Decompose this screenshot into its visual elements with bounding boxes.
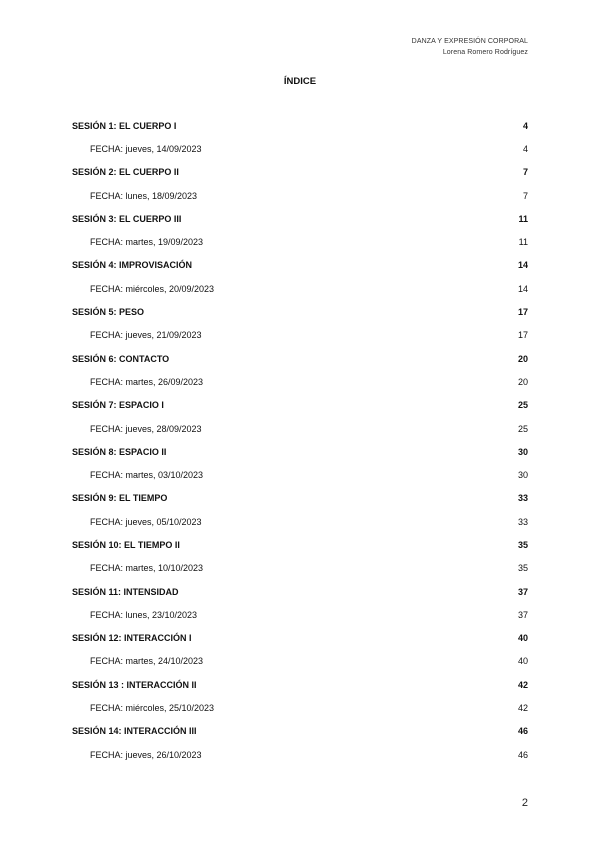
toc-session-entry[interactable] [72,533,528,556]
toc-session-entry[interactable] [72,114,528,137]
toc-session-entry[interactable] [72,720,528,743]
page-title: ÍNDICE [283,76,317,87]
toc-session-page: 4 [522,120,528,131]
toc-date-page: 30 [517,470,528,481]
toc-session-page: 11 [518,213,528,224]
toc-date-entry[interactable] [72,370,528,393]
toc-session-entry[interactable] [72,440,528,463]
toc-date-entry[interactable] [72,324,528,347]
toc-date-page: 46 [517,749,528,760]
toc-session-title: SESIÓN 8: ESPACIO II [72,446,167,457]
toc-date-entry[interactable] [72,277,528,300]
toc-session-page: 35 [517,539,528,550]
toc-session-page: 20 [517,353,528,364]
header-author: Lorena Romero Rodríguez [442,49,528,56]
toc-date-text: FECHA: martes, 10/10/2023 [90,563,204,574]
toc-session-page: 33 [517,493,528,504]
page-number: 2 [521,797,528,809]
toc-session-entry[interactable] [72,580,528,603]
toc-date-entry[interactable] [72,603,528,626]
toc-date-text: FECHA: jueves, 14/09/2023 [90,143,202,154]
toc-session-entry[interactable] [72,254,528,277]
toc-session-entry[interactable] [72,627,528,650]
toc-session-entry[interactable] [72,207,528,230]
toc-session-entry[interactable] [72,161,528,184]
toc-date-entry[interactable] [72,184,528,207]
toc-session-page: 46 [517,726,528,737]
toc-date-page: 25 [517,423,528,434]
running-header [412,36,528,58]
toc-date-text: FECHA: martes, 03/10/2023 [90,470,204,481]
toc-session-entry[interactable] [72,300,528,323]
toc-date-page: 33 [517,516,528,527]
toc-session-page: 37 [517,586,528,597]
table-of-contents [72,114,528,766]
toc-date-entry[interactable] [72,743,528,766]
toc-date-text: FECHA: jueves, 21/09/2023 [90,330,202,341]
toc-date-text: FECHA: miércoles, 25/10/2023 [90,703,215,714]
toc-date-entry[interactable] [72,650,528,673]
toc-date-text: FECHA: lunes, 23/10/2023 [90,609,198,620]
toc-date-page: 7 [522,190,528,201]
toc-session-title: SESIÓN 1: EL CUERPO I [72,120,177,131]
toc-date-entry[interactable] [72,417,528,440]
toc-session-title: SESIÓN 13 : INTERACCIÓN II [72,679,197,690]
toc-date-page: 14 [517,283,528,294]
toc-date-text: FECHA: jueves, 28/09/2023 [90,423,202,434]
toc-date-text: FECHA: martes, 19/09/2023 [90,237,204,248]
toc-session-title: SESIÓN 12: INTERACCIÓN I [72,633,192,644]
toc-session-entry[interactable] [72,487,528,510]
toc-session-title: SESIÓN 7: ESPACIO I [72,400,164,411]
toc-date-text: FECHA: martes, 24/10/2023 [90,656,204,667]
toc-session-title: SESIÓN 2: EL CUERPO II [72,167,179,178]
toc-date-page: 11 [518,237,528,248]
toc-date-page: 17 [517,330,528,341]
toc-date-entry[interactable] [72,463,528,486]
header-course-title: DANZA Y EXPRESIÓN CORPORAL [411,38,528,45]
toc-date-page: 35 [517,563,528,574]
toc-session-title: SESIÓN 11: INTENSIDAD [72,586,179,597]
toc-date-page: 20 [517,376,528,387]
toc-session-page: 17 [517,307,528,318]
toc-session-title: SESIÓN 14: INTERACCIÓN III [72,726,197,737]
toc-session-title: SESIÓN 3: EL CUERPO III [72,213,182,224]
toc-session-page: 40 [517,633,528,644]
toc-session-entry[interactable] [72,673,528,696]
toc-session-title: SESIÓN 4: IMPROVISACIÓN [72,260,193,271]
toc-session-title: SESIÓN 5: PESO [72,307,145,318]
toc-date-page: 42 [517,703,528,714]
toc-session-entry[interactable] [72,347,528,370]
toc-date-text: FECHA: jueves, 05/10/2023 [90,516,202,527]
toc-date-entry[interactable] [72,510,528,533]
toc-date-text: FECHA: miércoles, 20/09/2023 [90,283,215,294]
toc-session-page: 30 [517,446,528,457]
toc-session-title: SESIÓN 6: CONTACTO [72,353,170,364]
toc-session-entry[interactable] [72,394,528,417]
toc-session-page: 42 [517,679,528,690]
toc-date-page: 4 [522,143,528,154]
toc-date-text: FECHA: jueves, 26/10/2023 [90,749,202,760]
toc-date-page: 37 [517,609,528,620]
toc-session-title: SESIÓN 9: EL TIEMPO [72,493,168,504]
toc-session-title: SESIÓN 10: EL TIEMPO II [72,539,180,550]
toc-date-entry[interactable] [72,557,528,580]
toc-date-text: FECHA: martes, 26/09/2023 [90,376,204,387]
toc-date-entry[interactable] [72,696,528,719]
toc-session-page: 14 [517,260,528,271]
toc-date-entry[interactable] [72,230,528,253]
toc-session-page: 25 [517,400,528,411]
toc-session-page: 7 [522,167,528,178]
toc-date-text: FECHA: lunes, 18/09/2023 [90,190,198,201]
toc-date-page: 40 [517,656,528,667]
toc-date-entry[interactable] [72,137,528,160]
